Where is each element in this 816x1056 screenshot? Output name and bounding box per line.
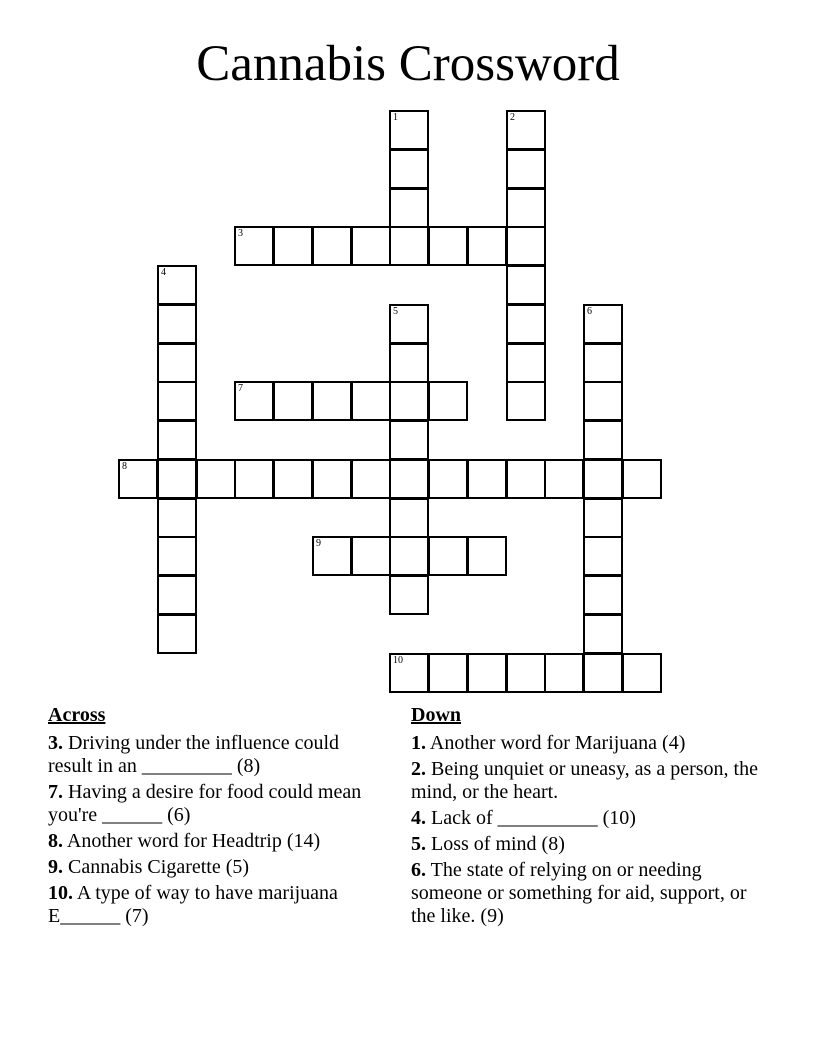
grid-cell[interactable] bbox=[506, 304, 546, 344]
grid-cell[interactable] bbox=[583, 343, 623, 383]
grid-cell[interactable] bbox=[234, 381, 274, 421]
clue-text: Loss of mind (8) bbox=[431, 833, 565, 855]
down-clue bbox=[411, 807, 761, 830]
grid-cell[interactable] bbox=[389, 536, 429, 576]
down-clues bbox=[411, 704, 761, 931]
grid-cell[interactable] bbox=[351, 459, 391, 499]
grid-cell[interactable] bbox=[157, 498, 197, 538]
cell-number: 10 bbox=[393, 655, 403, 666]
grid-cell[interactable] bbox=[583, 653, 623, 693]
down-clue bbox=[411, 758, 761, 804]
across-clues bbox=[48, 704, 383, 931]
cell-number: 3 bbox=[238, 228, 243, 239]
grid-cell[interactable] bbox=[389, 653, 429, 693]
grid-cell[interactable] bbox=[544, 653, 584, 693]
grid-cell[interactable] bbox=[157, 536, 197, 576]
grid-cell[interactable] bbox=[196, 459, 236, 499]
grid-cell[interactable] bbox=[506, 265, 546, 305]
grid-cell[interactable] bbox=[234, 459, 274, 499]
grid-cell[interactable] bbox=[428, 226, 468, 266]
grid-cell[interactable] bbox=[351, 226, 391, 266]
grid-cell[interactable] bbox=[506, 459, 546, 499]
grid-cell[interactable] bbox=[273, 381, 313, 421]
cell-number: 8 bbox=[122, 461, 127, 472]
grid-cell[interactable] bbox=[506, 149, 546, 189]
grid-cell[interactable] bbox=[583, 575, 623, 615]
clue-text: A type of way to have marijuana E______ (7) bbox=[48, 882, 338, 927]
grid-cell[interactable] bbox=[389, 420, 429, 460]
cell-number: 9 bbox=[316, 538, 321, 549]
grid-cell[interactable] bbox=[428, 459, 468, 499]
across-clue bbox=[48, 882, 383, 928]
grid-cell[interactable] bbox=[389, 459, 429, 499]
clue-number: 2. bbox=[411, 758, 426, 780]
clue-number: 1. bbox=[411, 732, 426, 754]
grid-cell[interactable] bbox=[583, 304, 623, 344]
down-clue bbox=[411, 859, 761, 928]
grid-cell[interactable] bbox=[506, 110, 546, 150]
grid-cell[interactable] bbox=[351, 381, 391, 421]
grid-cell[interactable] bbox=[583, 536, 623, 576]
across-heading: Across bbox=[48, 704, 106, 726]
clue-number: 7. bbox=[48, 781, 63, 803]
clue-text: Another word for Marijuana (4) bbox=[429, 732, 686, 754]
grid-cell[interactable] bbox=[351, 536, 391, 576]
grid-cell[interactable] bbox=[467, 459, 507, 499]
grid-cell[interactable] bbox=[273, 226, 313, 266]
page-title: Cannabis Crossword bbox=[196, 36, 620, 92]
grid-cell[interactable] bbox=[583, 498, 623, 538]
across-clue bbox=[48, 856, 383, 879]
grid-cell[interactable] bbox=[389, 188, 429, 228]
grid-cell[interactable] bbox=[157, 381, 197, 421]
across-clue bbox=[48, 732, 383, 778]
grid-cell[interactable] bbox=[622, 459, 662, 499]
grid-cell[interactable] bbox=[583, 420, 623, 460]
clue-number: 8. bbox=[48, 830, 63, 852]
grid-cell[interactable] bbox=[583, 381, 623, 421]
clue-text: Having a desire for food could mean you're ______ (6) bbox=[48, 781, 362, 826]
grid-cell[interactable] bbox=[157, 265, 197, 305]
grid-cell[interactable] bbox=[234, 226, 274, 266]
across-clue bbox=[48, 830, 383, 853]
grid-cell[interactable] bbox=[428, 653, 468, 693]
grid-cell[interactable] bbox=[389, 149, 429, 189]
grid-cell[interactable] bbox=[506, 343, 546, 383]
grid-cell[interactable] bbox=[506, 226, 546, 266]
grid-cell[interactable] bbox=[622, 653, 662, 693]
grid-cell[interactable] bbox=[583, 614, 623, 654]
grid-cell[interactable] bbox=[389, 110, 429, 150]
grid-cell[interactable] bbox=[583, 459, 623, 499]
grid-cell[interactable] bbox=[506, 381, 546, 421]
grid-cell[interactable] bbox=[467, 536, 507, 576]
clue-number: 5. bbox=[411, 833, 426, 855]
grid-cell[interactable] bbox=[118, 459, 158, 499]
clue-text: Cannabis Cigarette (5) bbox=[68, 856, 250, 878]
grid-cell[interactable] bbox=[389, 304, 429, 344]
grid-cell[interactable] bbox=[506, 653, 546, 693]
grid-cell[interactable] bbox=[389, 343, 429, 383]
cell-number: 5 bbox=[393, 306, 398, 317]
cell-number: 4 bbox=[161, 267, 166, 278]
grid-cell[interactable] bbox=[157, 420, 197, 460]
clue-text: Another word for Headtrip (14) bbox=[66, 830, 321, 852]
grid-cell[interactable] bbox=[273, 459, 313, 499]
grid-cell[interactable] bbox=[389, 226, 429, 266]
grid-cell[interactable] bbox=[157, 614, 197, 654]
clue-number: 3. bbox=[48, 732, 63, 754]
grid-cell[interactable] bbox=[428, 381, 468, 421]
clue-text: Driving under the influence could result in an _________ (8) bbox=[48, 732, 340, 777]
grid-cell[interactable] bbox=[389, 498, 429, 538]
grid-cell[interactable] bbox=[157, 304, 197, 344]
grid-cell[interactable] bbox=[467, 226, 507, 266]
down-heading: Down bbox=[411, 704, 462, 726]
grid-cell[interactable] bbox=[389, 575, 429, 615]
clue-number: 4. bbox=[411, 807, 426, 829]
clue-text: Being unquiet or uneasy, as a person, the mind, or the heart. bbox=[411, 758, 758, 803]
grid-cell[interactable] bbox=[312, 459, 352, 499]
grid-cell[interactable] bbox=[428, 536, 468, 576]
cell-number: 1 bbox=[393, 112, 398, 123]
cell-number: 7 bbox=[238, 383, 243, 394]
grid-cell[interactable] bbox=[544, 459, 584, 499]
grid-cell[interactable] bbox=[467, 653, 507, 693]
clue-number: 9. bbox=[48, 856, 63, 878]
grid-cell[interactable] bbox=[312, 536, 352, 576]
grid-cell[interactable] bbox=[506, 188, 546, 228]
cell-number: 6 bbox=[587, 306, 592, 317]
clue-number: 10. bbox=[48, 882, 73, 904]
grid-cell[interactable] bbox=[389, 381, 429, 421]
cell-number: 2 bbox=[510, 112, 515, 123]
down-clue bbox=[411, 732, 761, 755]
grid-cell[interactable] bbox=[312, 381, 352, 421]
grid-cell[interactable] bbox=[157, 343, 197, 383]
grid-cell[interactable] bbox=[157, 575, 197, 615]
grid-cell[interactable] bbox=[157, 459, 197, 499]
down-clue bbox=[411, 833, 761, 856]
clue-number: 6. bbox=[411, 859, 426, 881]
clue-text: Lack of __________ (10) bbox=[431, 807, 636, 829]
grid-cell[interactable] bbox=[312, 226, 352, 266]
clue-text: The state of relying on or needing someone or something for aid, support, or the like. (9) bbox=[411, 859, 747, 927]
across-clue bbox=[48, 781, 383, 827]
